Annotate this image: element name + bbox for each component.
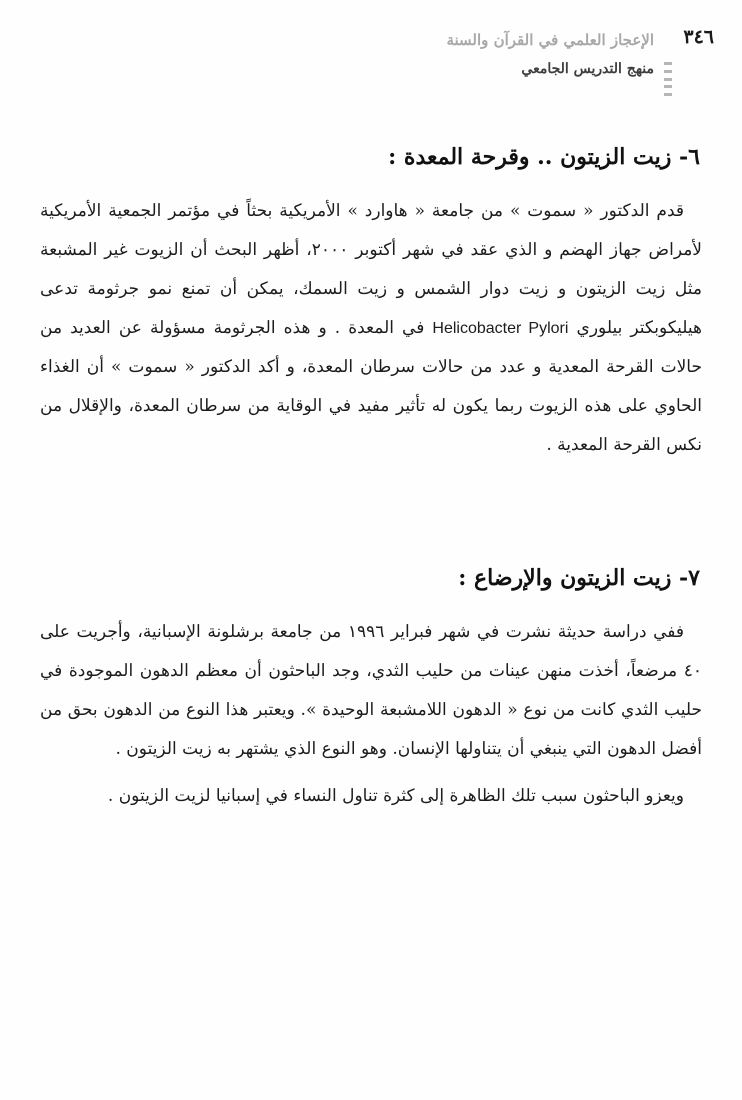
body-paragraph: ففي دراسة حديثة نشرت في شهر فبراير ١٩٩٦ من جامعة برشلونة الإسبانية، وأجريت على ٤٠ مرضعاً، أخذت منهن عينات من حليب الثدي، وجد الباحثون أن معظم الدهون الموجودة في حليب الثدي كانت من نوع « الدهون اللامشبعة الوحيدة ». ويعتبر هذا النوع من الدهون بحق من أفضل الدهون التي ينبغي أن يتناولها الإنسان. وهو النوع الذي يشتهر به زيت الزيتون . <box>40 622 702 759</box>
body-paragraph <box>36 192 706 465</box>
page-body <box>36 140 706 816</box>
paragraph-text: في المعدة . و هذه الجرثومة مسؤولة عن العديد من حالات القرحة المعدية و عدد من حالات سرطان المعدة، و أكد الدكتور « سموت » أن الغذاء الحاوي على هذه الزيوت ربما يكون له تأثير مفيد في الوقاية من سرطان المعدة، والإقلال من نكس القرحة المعدية . <box>40 318 702 455</box>
paragraph-text: قدم الدكتور « سموت » من جامعة « هاوارد » الأمريكية بحثاً في مؤتمر الجمعية الأمريكية لأمراض جهاز الهضم و الذي عقد في شهر أكتوبر ٢٠٠٠، أظهر البحث أن الزيوت غير المشبعة مثل زيت الزيتون و زيت دوار الشمس و زيت السمك، يمكن أن تمنع نمو جرثومة تدعى هيليكوبكتر بيلوري <box>40 201 703 338</box>
book-title: الإعجاز العلمي في القرآن والسنة <box>446 31 654 49</box>
section-heading: ٧- زيت الزيتون والإرضاع : <box>458 565 700 591</box>
section-olive-oil-stomach-ulcer <box>36 140 706 465</box>
section-olive-oil-breastfeeding <box>36 561 706 816</box>
section-spacer <box>36 465 706 561</box>
section-heading: ٦- زيت الزيتون .. وقرحة المعدة : <box>388 144 700 170</box>
header-ornament <box>664 62 672 96</box>
latin-term: Helicobacter Pylori <box>432 320 569 337</box>
page-number: ٣٤٦ <box>683 26 714 48</box>
page-header <box>0 22 742 102</box>
paragraph-spacer <box>36 769 706 777</box>
series-title: منهج التدريس الجامعي <box>521 61 654 77</box>
body-paragraph: ويعزو الباحثون سبب تلك الظاهرة إلى كثرة تناول النساء في إسبانيا لزيت الزيتون . <box>107 786 684 806</box>
running-header <box>446 30 654 80</box>
